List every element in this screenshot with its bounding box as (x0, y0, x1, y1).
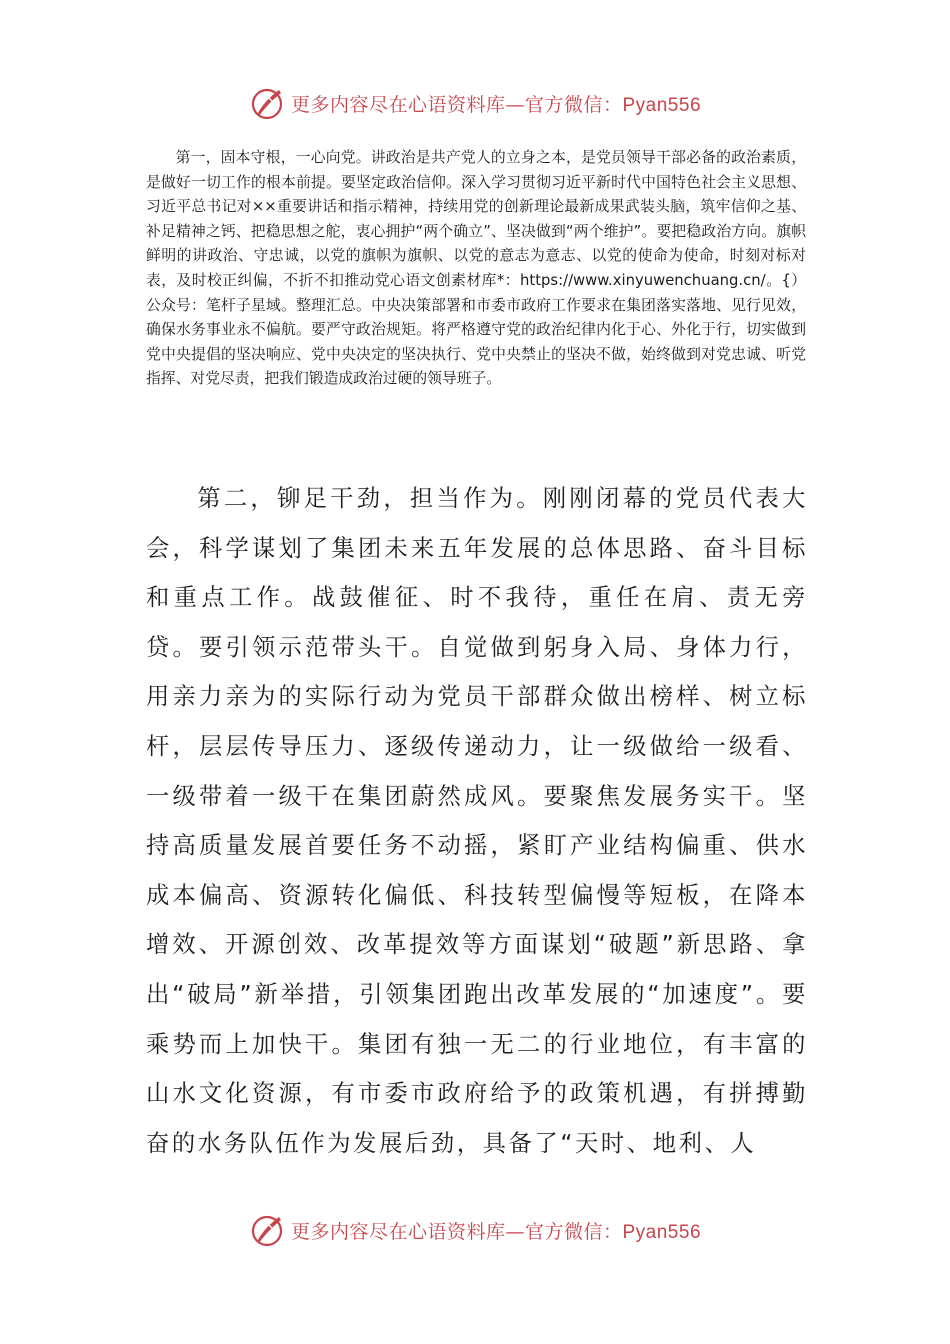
header-wechat-id: Pyan556 (622, 94, 702, 116)
pen-nib-logo-icon (249, 85, 285, 121)
footer-banner-text: 更多内容尽在心语资料库—官方微信： (290, 1220, 623, 1243)
body-paragraph-2: 第二，铆足干劲，担当作为。刚刚闭幕的党员代表大会，科学谋划了集团未来五年发展的总体思路、奋斗目标和重点工作。战鼓催征、时不我待，重任在肩、责无旁贷。要引领示范带头干。自觉做到躬身入局、身体力行，用亲力亲为的实际行动为党员干部群众做出榜样、树立标杆，层层传导压力、逐级传递动力，让一级做给一级看、一级带着一级干在集团蔚然成风。要聚焦发展务实干。坚持高质量发展首要任务不动摇，紧盯产业结构偏重、供水成本偏高、资源转化偏低、科技转型偏慢等短板，在降本增效、开源创效、改革提效等方面谋划“破题”新思路、拿出“破局”新举措，引领集团跑出改革发展的“加速度”。要乘势而上加快干。集团有独一无二的行业地位，有丰富的山水文化资源，有市委市政府给予的政策机遇，有拼搏勤奋的水务队伍作为发展后劲，具备了“天时、地利、人 (146, 485, 808, 1157)
header-watermark-banner (0, 81, 950, 125)
header-banner-text: 更多内容尽在心语资料库—官方微信： (290, 93, 623, 116)
footer-watermark-banner (0, 1208, 950, 1252)
footer-wechat-id: Pyan556 (622, 1221, 702, 1243)
body-paragraph-1: 第一，固本守根，一心向党。讲政治是共产党人的立身之本，是党员领导干部必备的政治素质，是做好一切工作的根本前提。要坚定政治信仰。深入学习贯彻习近平新时代中国特色社会主义思想、习近平总书记对××重要讲话和指示精神，持续用党的创新理论最新成果武装头脑，筑牢信仰之基、补足精神之钙、把稳思想之舵，衷心拥护“两个确立”、坚决做到“两个维护”。要把稳政治方向。旗帜鲜明的讲政治、守忠诚，以党的旗帜为旗帜、以党的意志为意志、以党的使命为使命，时刻对标对表，及时校正纠偏，不折不扣推动党心语文创素材库*：https://www.xinyuwenchuang.cn/。{）公众号：笔杆子星域。整理汇总。中央决策部署和市委市政府工作要求在集团落实落地、见行见效，确保水务事业永不偏航。要严守政治规矩。将严格遵守党的政治纪律内化于心、外化于行，切实做到党中央提倡的坚决响应、党中央决定的坚决执行、党中央禁止的坚决不做，始终做到对党忠诚、听党指挥、对党尽责，把我们锻造成政治过硬的领导班子。 (146, 149, 806, 388)
pen-nib-logo-icon (249, 1212, 285, 1248)
